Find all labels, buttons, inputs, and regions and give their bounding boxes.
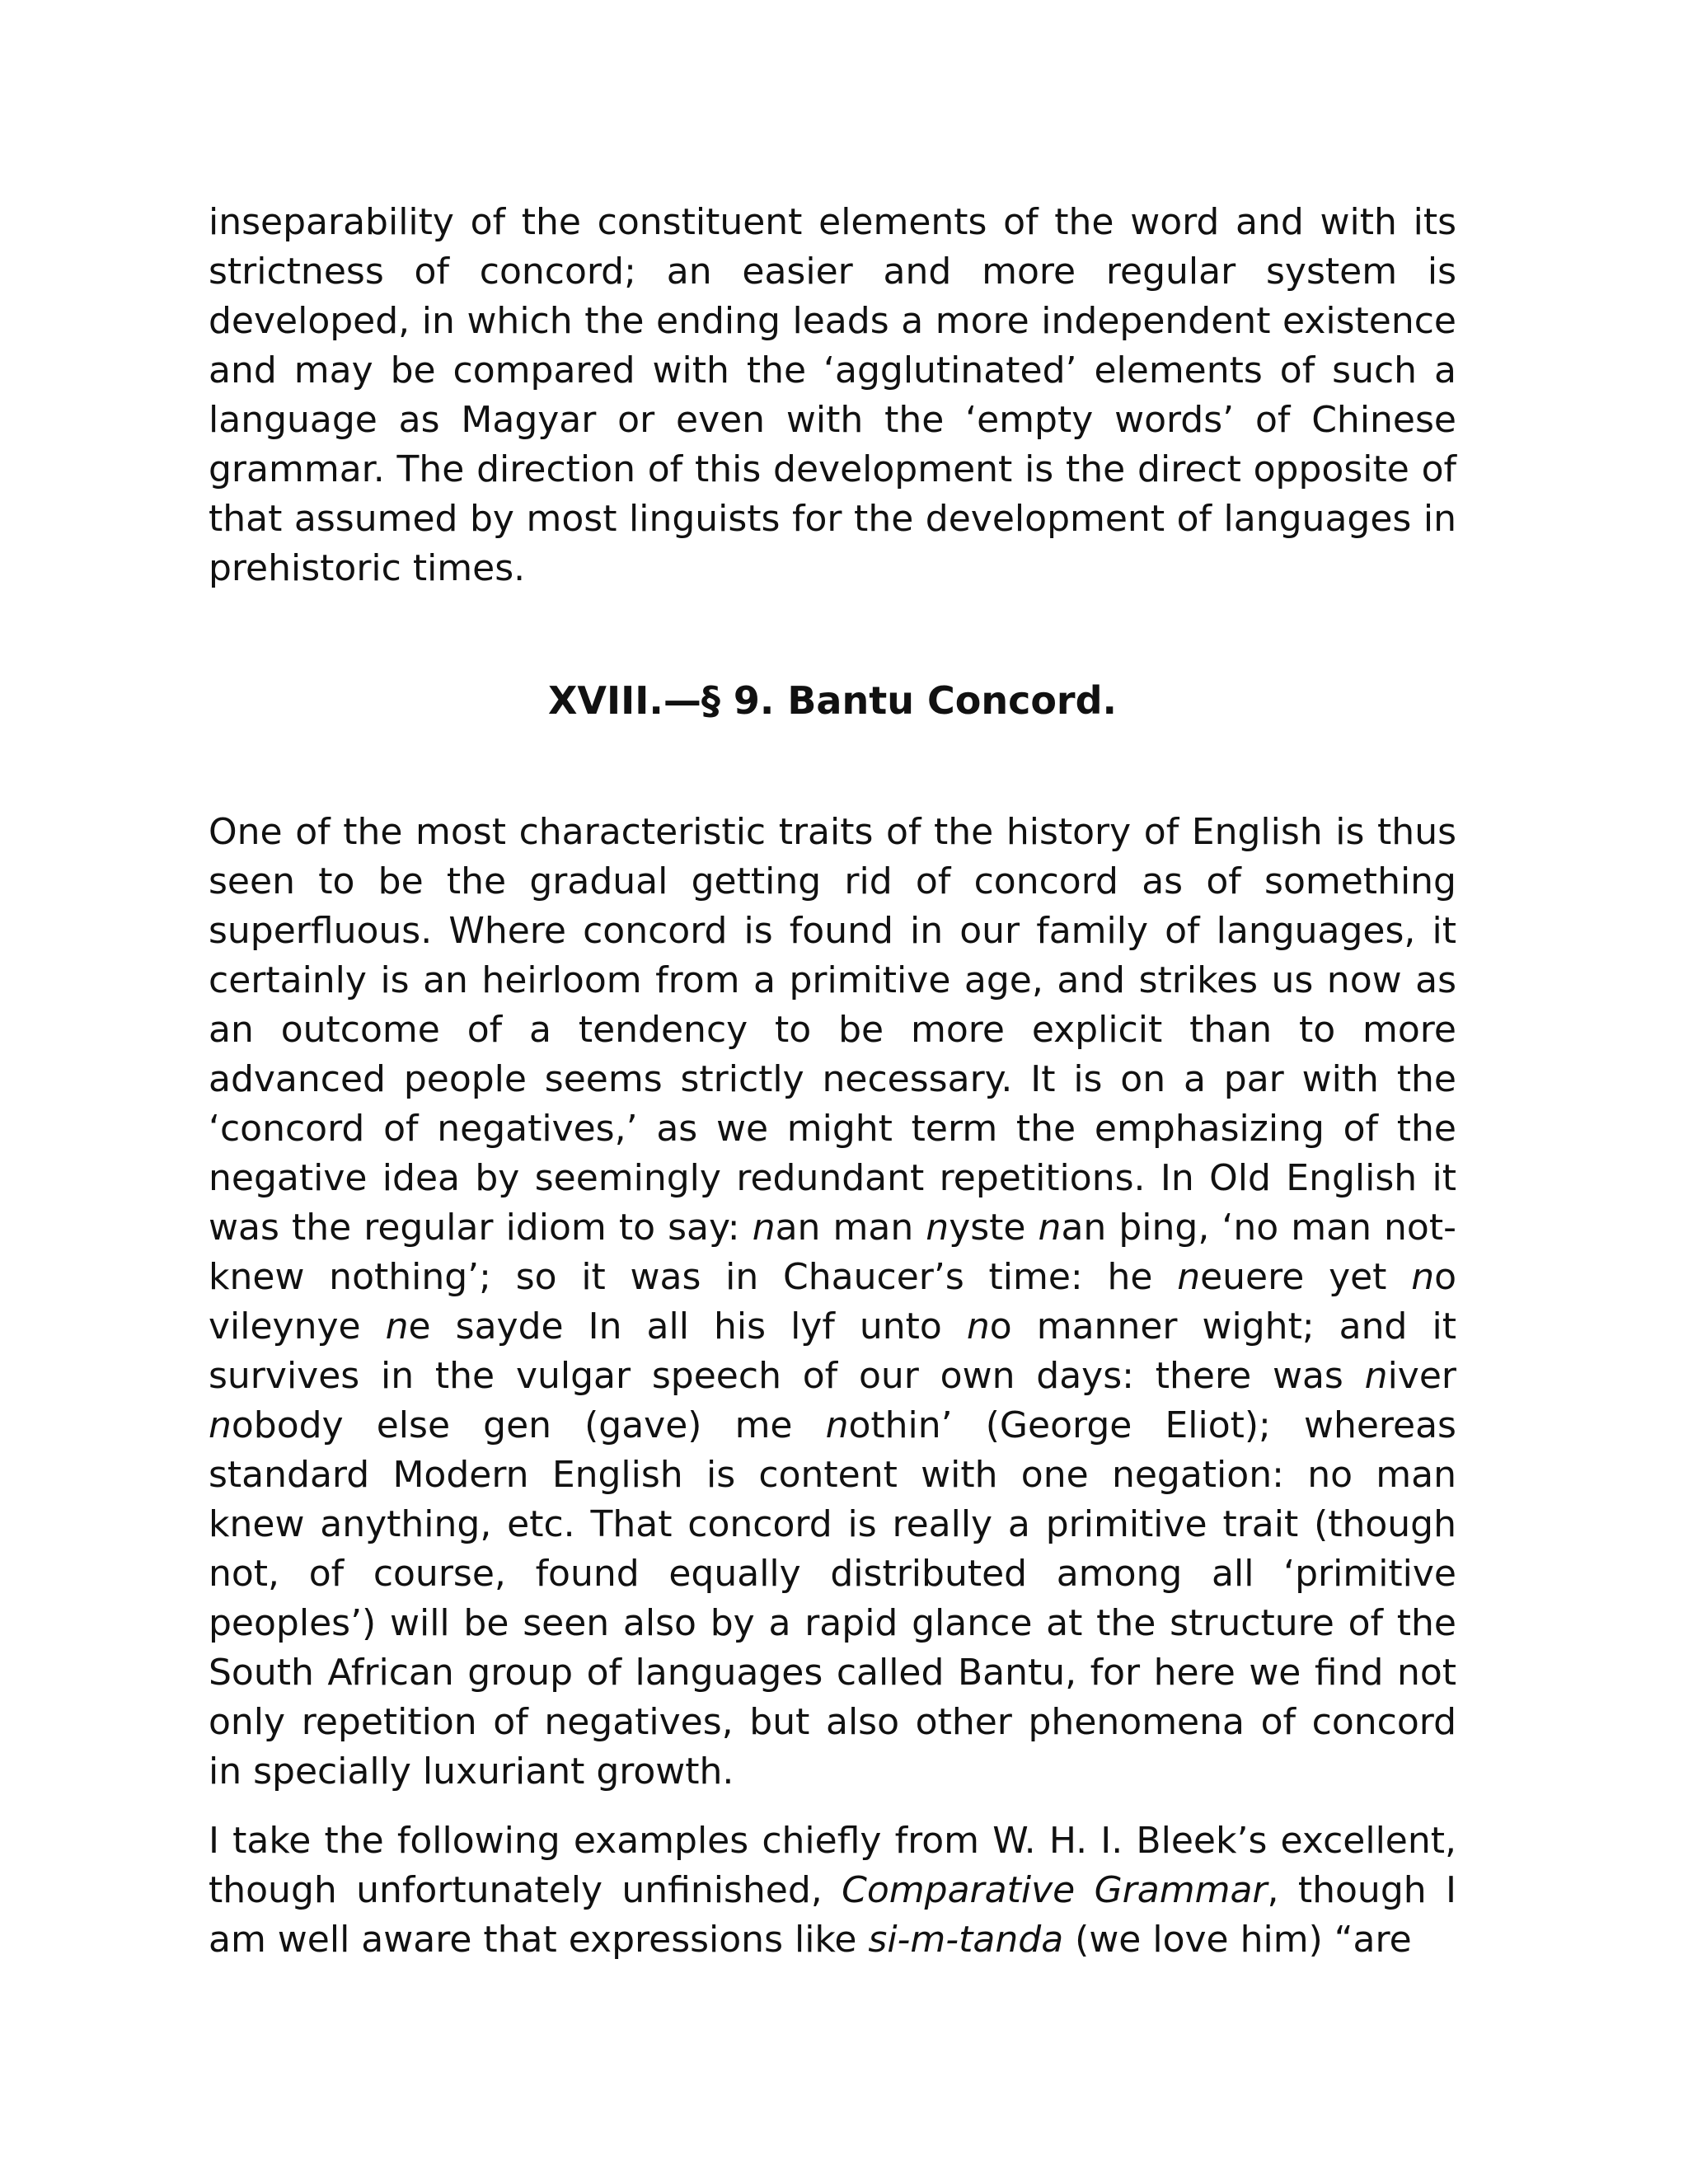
- paragraph-2-segment-italic: n: [825, 1404, 849, 1446]
- paragraph-2-segment: e sayde In all his lyf unto: [408, 1305, 967, 1347]
- book-title-comparative-grammar: Comparative Grammar: [842, 1869, 1268, 1911]
- paragraph-2-segment-italic: n: [1364, 1355, 1388, 1397]
- paragraph-2-segment: an þing, ‘no man not-knew nothing’; so it was in Chaucer’s time: he: [209, 1207, 1456, 1298]
- paragraph-2-segment: yste: [949, 1207, 1039, 1249]
- paragraph-2-segment-italic: n: [966, 1305, 990, 1347]
- paragraph-3-segment: (we love him) “are: [1063, 1919, 1412, 1961]
- example-term-si-m-tanda: si-m-tanda: [868, 1919, 1064, 1961]
- paragraph-2-segment: One of the most characteristic traits of the history of English is thus seen to be the gradual getting rid of concord as of something superfluous. Where concord is found in our family of languages, it certainly is an heirloom from a primitive age, and strikes us now as an outcome of a tendency to be more explicit than to more advanced people seems strictly necessary. It is on a par with the ‘concord of negatives,’ as we might term the emphasizing of the negative idea by seemingly redundant repetitions. In Old English it was the regular idiom to say:: [209, 811, 1456, 1249]
- paragraph-2-segment-italic: n: [385, 1305, 409, 1347]
- paragraph-2-segment: obody else gen (gave) me: [231, 1404, 826, 1446]
- paragraph-2-segment: iver: [1387, 1355, 1456, 1397]
- paragraph-2-segment-italic: n: [1038, 1207, 1062, 1249]
- paragraph-2: [209, 808, 1456, 1797]
- paragraph-2-segment: euere yet: [1200, 1256, 1412, 1298]
- paragraph-2-segment-italic: n: [752, 1207, 776, 1249]
- paragraph-3-segment: , though I am well aware that expressions like: [209, 1869, 1456, 1961]
- paragraph-2-segment-italic: n: [926, 1207, 950, 1249]
- paragraph-2-segment: o vileynye: [209, 1256, 1456, 1347]
- paragraph-3: [209, 1816, 1456, 1965]
- paragraph-2-segment: an man: [775, 1207, 926, 1249]
- paragraph-1: inseparability of the constituent elements of the word and with its strictness of concord; an easier and more regular system is developed, in which the ending leads a more independent existence and may be compared with the ‘agglutinated’ elements of such a language as Magyar or even with the ‘empty words’ of Chinese grammar. The direction of this development is the direct opposite of that assumed by most linguists for the development of languages in prehistoric times.: [209, 201, 1456, 589]
- paragraph-2-segment-italic: n: [209, 1404, 232, 1446]
- paragraph-2-segment: o manner wight; and it survives in the vulgar speech of our own days: there was: [209, 1305, 1456, 1397]
- paragraph-2-segment: othin’ (George Eliot); whereas standard Modern English is content with one negation: no man knew anything, etc. That concord is really a primitive trait (though not, of course, found equally distributed among all ‘primitive peoples’) will be seen also by a rapid glance at the structure of the South African group of languages called Bantu, for here we find not only repetition of negatives, but also other phenomena of concord in specially luxuriant growth.: [209, 1404, 1456, 1793]
- paragraph-2-segment-italic: n: [1177, 1256, 1201, 1298]
- paragraph-3-segment: I take the following examples chiefly from W. H. I. Bleek’s excellent, though unfortunately unfinished,: [209, 1820, 1456, 1911]
- section-heading: XVIII.—§ 9. Bantu Concord.: [547, 678, 1118, 723]
- paragraph-2-segment-italic: n: [1411, 1256, 1435, 1298]
- document-page: [209, 198, 1456, 1965]
